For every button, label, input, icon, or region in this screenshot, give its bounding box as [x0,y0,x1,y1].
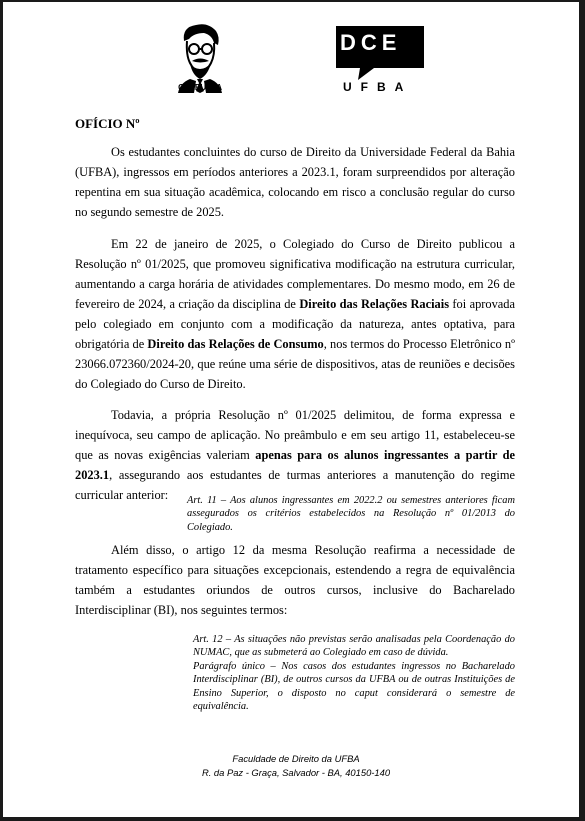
paragraph-text: , assegurando aos estudantes de turmas anteriores a manutenção do regime curricular anterior: [75,468,515,502]
emphasis-text: Direito das Relações Raciais [299,297,450,311]
paragraph-scope [75,405,515,505]
quote-article-12 [193,633,515,713]
quote-text: Parágrafo único – Nos casos dos estudantes ingressos no Bacharelado Interdisciplinar (BI), de outros cursos da UFBA ou de outras Instituições de Ensino Superior, o disposto no caput considerará o semestre de equivalência. [193,660,515,713]
emphasis-text: Direito das Relações de Consumo [147,337,324,351]
paragraph-article-12: Além disso, o artigo 12 da mesma Resolução reafirma a necessidade de tratamento específico para situações excepcionais, estendendo a regra de equivalência também a estudantes oriundos de outros cursos, inclusive do Bacharelado Interdisciplinar (BI), nos seguintes termos: [75,543,515,617]
paragraph-text: Em 22 de janeiro de 2025, o Colegiado do Curso de Direito publicou a Resolução nº 01/2025, que promoveu significativa modificação na estrutura curricular, aumentando a carga horária de atividades complementares. Do mesmo modo, em 26 de fevereiro de 2024, a criação da disciplina de [75,237,515,311]
document-footer [153,752,439,780]
quote-article-11 [187,494,515,534]
footer-institution: Faculdade de Direito da UFBA [232,753,360,764]
paragraph-text: foi aprovada pelo colegiado em conjunto com a modificação da natureza, antes optativa, para obrigatória de [75,297,515,351]
footer-address: R. da Paz - Graça, Salvador - BA, 40150-140 [201,767,391,778]
dce-logo-text: DCE [340,30,402,55]
emphasis-text: apenas para os alunos ingressantes a partir de 2023.1 [75,448,515,482]
ufba-logo-text: UFBA [343,80,413,94]
paragraph-text: Todavia, a própria Resolução nº 01/2025 delimitou, de forma expressa e inequívoca, seu campo de aplicação. No preâmbulo e em seu artigo 11, estabeleceu-se que as novas exigências valeriam [75,408,515,462]
quote-text: Art. 11 – Aos alunos ingressantes em 2022.2 ou semestres anteriores ficam assegurados os critérios estabelecidos na Resolução nº 01/2013 do Colegiado. [187,495,515,533]
paragraph-text: , nos termos do Processo Eletrônico nº 23066.072360/2024-20, que reúne uma série de dispositivos, atas de reuniões e decisões do Colegiado do Curso de Direito. [75,337,515,391]
document-page [3,2,579,817]
document-title: OFÍCIO Nº [75,116,140,131]
carb-ufba-logo-label: CARBUFBA [178,83,222,92]
paragraph-intro: Os estudantes concluintes do curso de Direito da Universidade Federal da Bahia (UFBA), ingressos em períodos anteriores a 2023.1, foram surpreendidos por alteração repentina em sua situação acadêmica, colocando em risco a conclusão regular do curso no segundo semestre de 2025. [75,145,515,219]
paragraph-resolution [75,234,515,394]
quote-text: Art. 12 – As situações não previstas serão analisadas pela Coordenação do NUMAC, que as submeterá ao Colegiado em caso de dúvida. [193,634,515,659]
